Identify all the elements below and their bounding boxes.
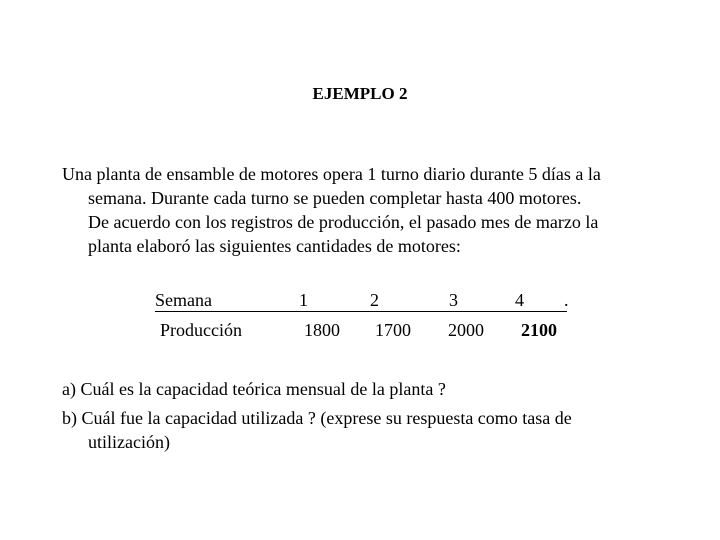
slide-title: EJEMPLO 2	[312, 84, 408, 103]
question-b-line: utilización)	[88, 432, 170, 452]
problem-line: De acuerdo con los registros de producción, el pasado mes de marzo la	[88, 212, 599, 232]
week-number: 4	[515, 290, 524, 310]
problem-statement	[62, 162, 672, 258]
question-a-text: a) Cuál es la capacidad teórica mensual de la planta ?	[62, 379, 446, 399]
week-number: 1	[299, 290, 308, 310]
question-b	[62, 406, 662, 454]
question-a	[62, 377, 662, 401]
week-number: 3	[449, 290, 458, 310]
problem-line: Una planta de ensamble de motores opera 1 turno diario durante 5 días a la	[62, 164, 601, 184]
week-label: Semana	[155, 290, 212, 310]
week-number: 2	[370, 290, 379, 310]
table-header-underline	[155, 311, 567, 312]
trailing-mark: .	[564, 290, 569, 310]
week-row	[0, 290, 720, 316]
problem-line: semana. Durante cada turno se pueden completar hasta 400 motores.	[88, 188, 582, 208]
production-value: 1700	[375, 320, 411, 340]
production-value: 2000	[448, 320, 484, 340]
production-value: 2100	[521, 320, 557, 340]
problem-line: planta elaboró las siguientes cantidades de motores:	[88, 236, 461, 256]
production-row	[0, 320, 720, 346]
production-value: 1800	[304, 320, 340, 340]
question-b-line: b) Cuál fue la capacidad utilizada ? (exprese su respuesta como tasa de	[62, 408, 572, 428]
production-label: Producción	[160, 320, 242, 340]
